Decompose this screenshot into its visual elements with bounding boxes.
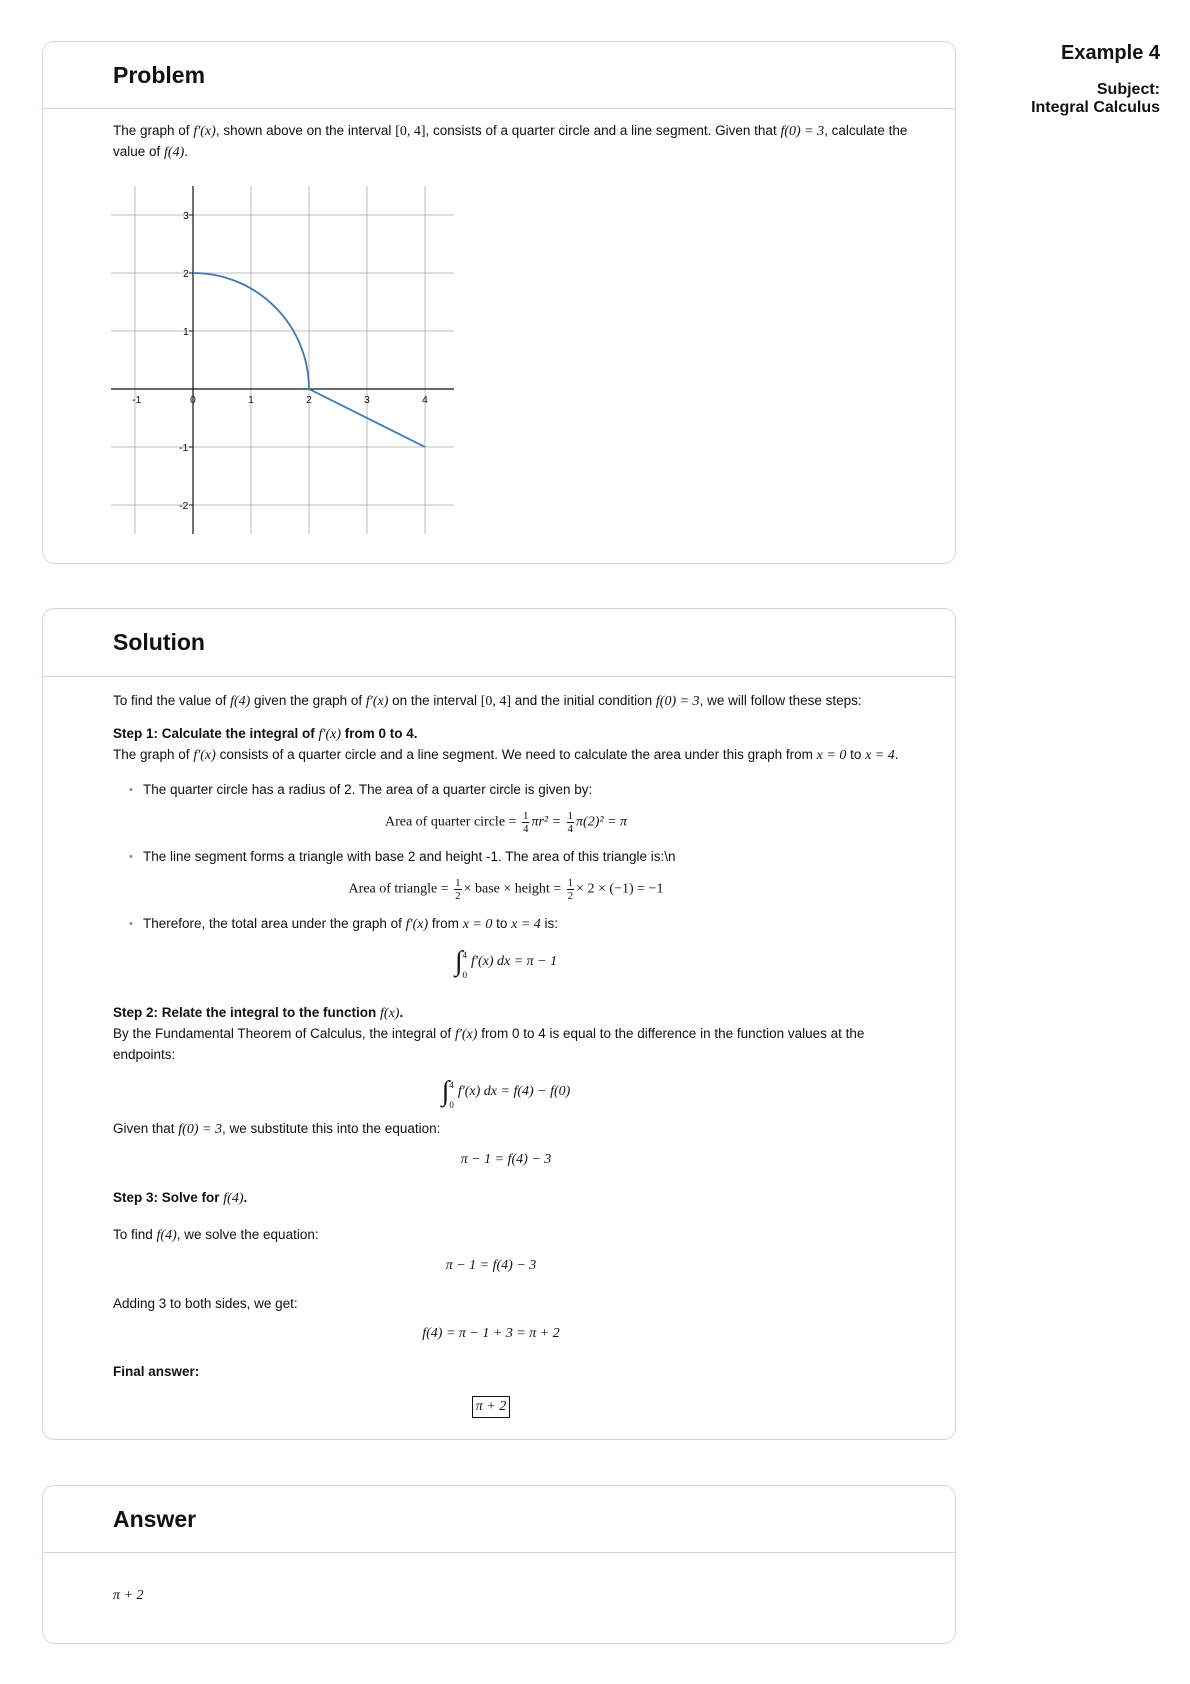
y-tick-label: -1 xyxy=(179,442,189,454)
equation-quarter-circle: Area of quarter circle = $\frac{1}{4}$ πr² = $\frac{1}{4}$ π(2)² = π xyxy=(384,810,628,835)
x-tick-label: 0 xyxy=(190,394,196,406)
bullet-triangle: • The line segment forms a triangle with base 2 and height -1. The area of this triangle is:\n xyxy=(113,847,899,867)
problem-body xyxy=(43,109,955,545)
step1-bullets xyxy=(113,780,899,800)
y-tick-label: 1 xyxy=(183,326,189,338)
solution-header xyxy=(43,609,955,677)
equation-ftc: ∫ 4 0 f′(x) dx = f(4) − f(0) xyxy=(441,1076,571,1110)
step1-bullets-2 xyxy=(113,847,899,867)
step2-text: By the Fundamental Theorem of Calculus, the integral of f′(x) from 0 to 4 is equal to the difference in the function values at the endpoints: xyxy=(113,1026,865,1062)
example-sidebar xyxy=(960,42,1160,117)
subject-label: Subject: xyxy=(1096,81,1160,98)
x-tick-label: 4 xyxy=(422,394,428,406)
step1-title: Step 1: Calculate the integral of f′(x) from 0 to 4. xyxy=(113,726,418,742)
bullet-quarter-circle: • The quarter circle has a radius of 2. The area of a quarter circle is given by: xyxy=(113,780,899,800)
y-tick-label: -2 xyxy=(179,500,189,512)
answer-card xyxy=(42,1485,956,1644)
graph-svg xyxy=(111,179,471,539)
adding-text: Adding 3 to both sides, we get: xyxy=(113,1296,298,1311)
derivative-graph xyxy=(111,179,899,545)
y-tick-label: 3 xyxy=(183,210,189,222)
step1-bullets-3 xyxy=(113,914,899,935)
solution-body xyxy=(43,677,955,1418)
final-answer-label: Final answer: xyxy=(113,1364,200,1379)
x-tick-label: -1 xyxy=(132,394,142,406)
problem-statement: The graph of f′(x), shown above on the interval [0, 4], consists of a quarter circle and a line segment. Given that f(0) = 3, calculate the value of f(4). xyxy=(113,123,908,160)
given-text: Given that f(0) = 3, we substitute this into the equation: xyxy=(113,1121,441,1137)
step2-title: Step 2: Relate the integral to the function f(x). xyxy=(113,1005,404,1021)
step3-title: Step 3: Solve for f(4). xyxy=(113,1190,248,1206)
x-tick-label: 1 xyxy=(248,394,254,406)
equation-solve: π − 1 = f(4) − 3 xyxy=(445,1258,537,1273)
x-tick-label: 3 xyxy=(364,394,370,406)
answer-header xyxy=(43,1486,955,1553)
problem-card xyxy=(42,41,956,564)
equation-substitute: π − 1 = f(4) − 3 xyxy=(460,1152,552,1167)
problem-header xyxy=(43,42,955,109)
equation-result: f(4) = π − 1 + 3 = π + 2 xyxy=(422,1326,560,1341)
example-number: Example 4 xyxy=(1061,42,1160,64)
bullet-total-area: • Therefore, the total area under the graph of f′(x) from x = 0 to x = 4 is: xyxy=(113,914,899,935)
equation-triangle: Area of triangle = $\frac{1}{2}$ × base × height = $\frac{1}{2}$ × 2 × (−1) = −1 xyxy=(348,877,664,902)
solution-card xyxy=(42,608,956,1440)
y-tick-label: 2 xyxy=(183,268,189,280)
solution-title: Solution xyxy=(113,629,205,655)
final-answer-box: π + 2 xyxy=(83,1396,899,1418)
answer-body xyxy=(43,1553,955,1606)
problem-title: Problem xyxy=(113,61,206,88)
solution-intro: To find the value of f(4) given the graph of f′(x) on the interval [0, 4] and the initial condition f(0) = 3, we will follow these steps: xyxy=(113,693,862,709)
equation-integral-value: ∫ 4 0 f′(x) dx = π − 1 xyxy=(454,946,558,980)
x-tick-label: 2 xyxy=(306,394,312,406)
answer-title: Answer xyxy=(113,1505,197,1532)
step3-text: To find f(4), we solve the equation: xyxy=(113,1227,319,1243)
answer-value: π + 2 xyxy=(113,1588,144,1603)
subject-value: Integral Calculus xyxy=(1031,99,1160,116)
step1-text: The graph of f′(x) consists of a quarter circle and a line segment. We need to calculate the area under this graph from x = 0 to x = 4. xyxy=(113,747,899,763)
